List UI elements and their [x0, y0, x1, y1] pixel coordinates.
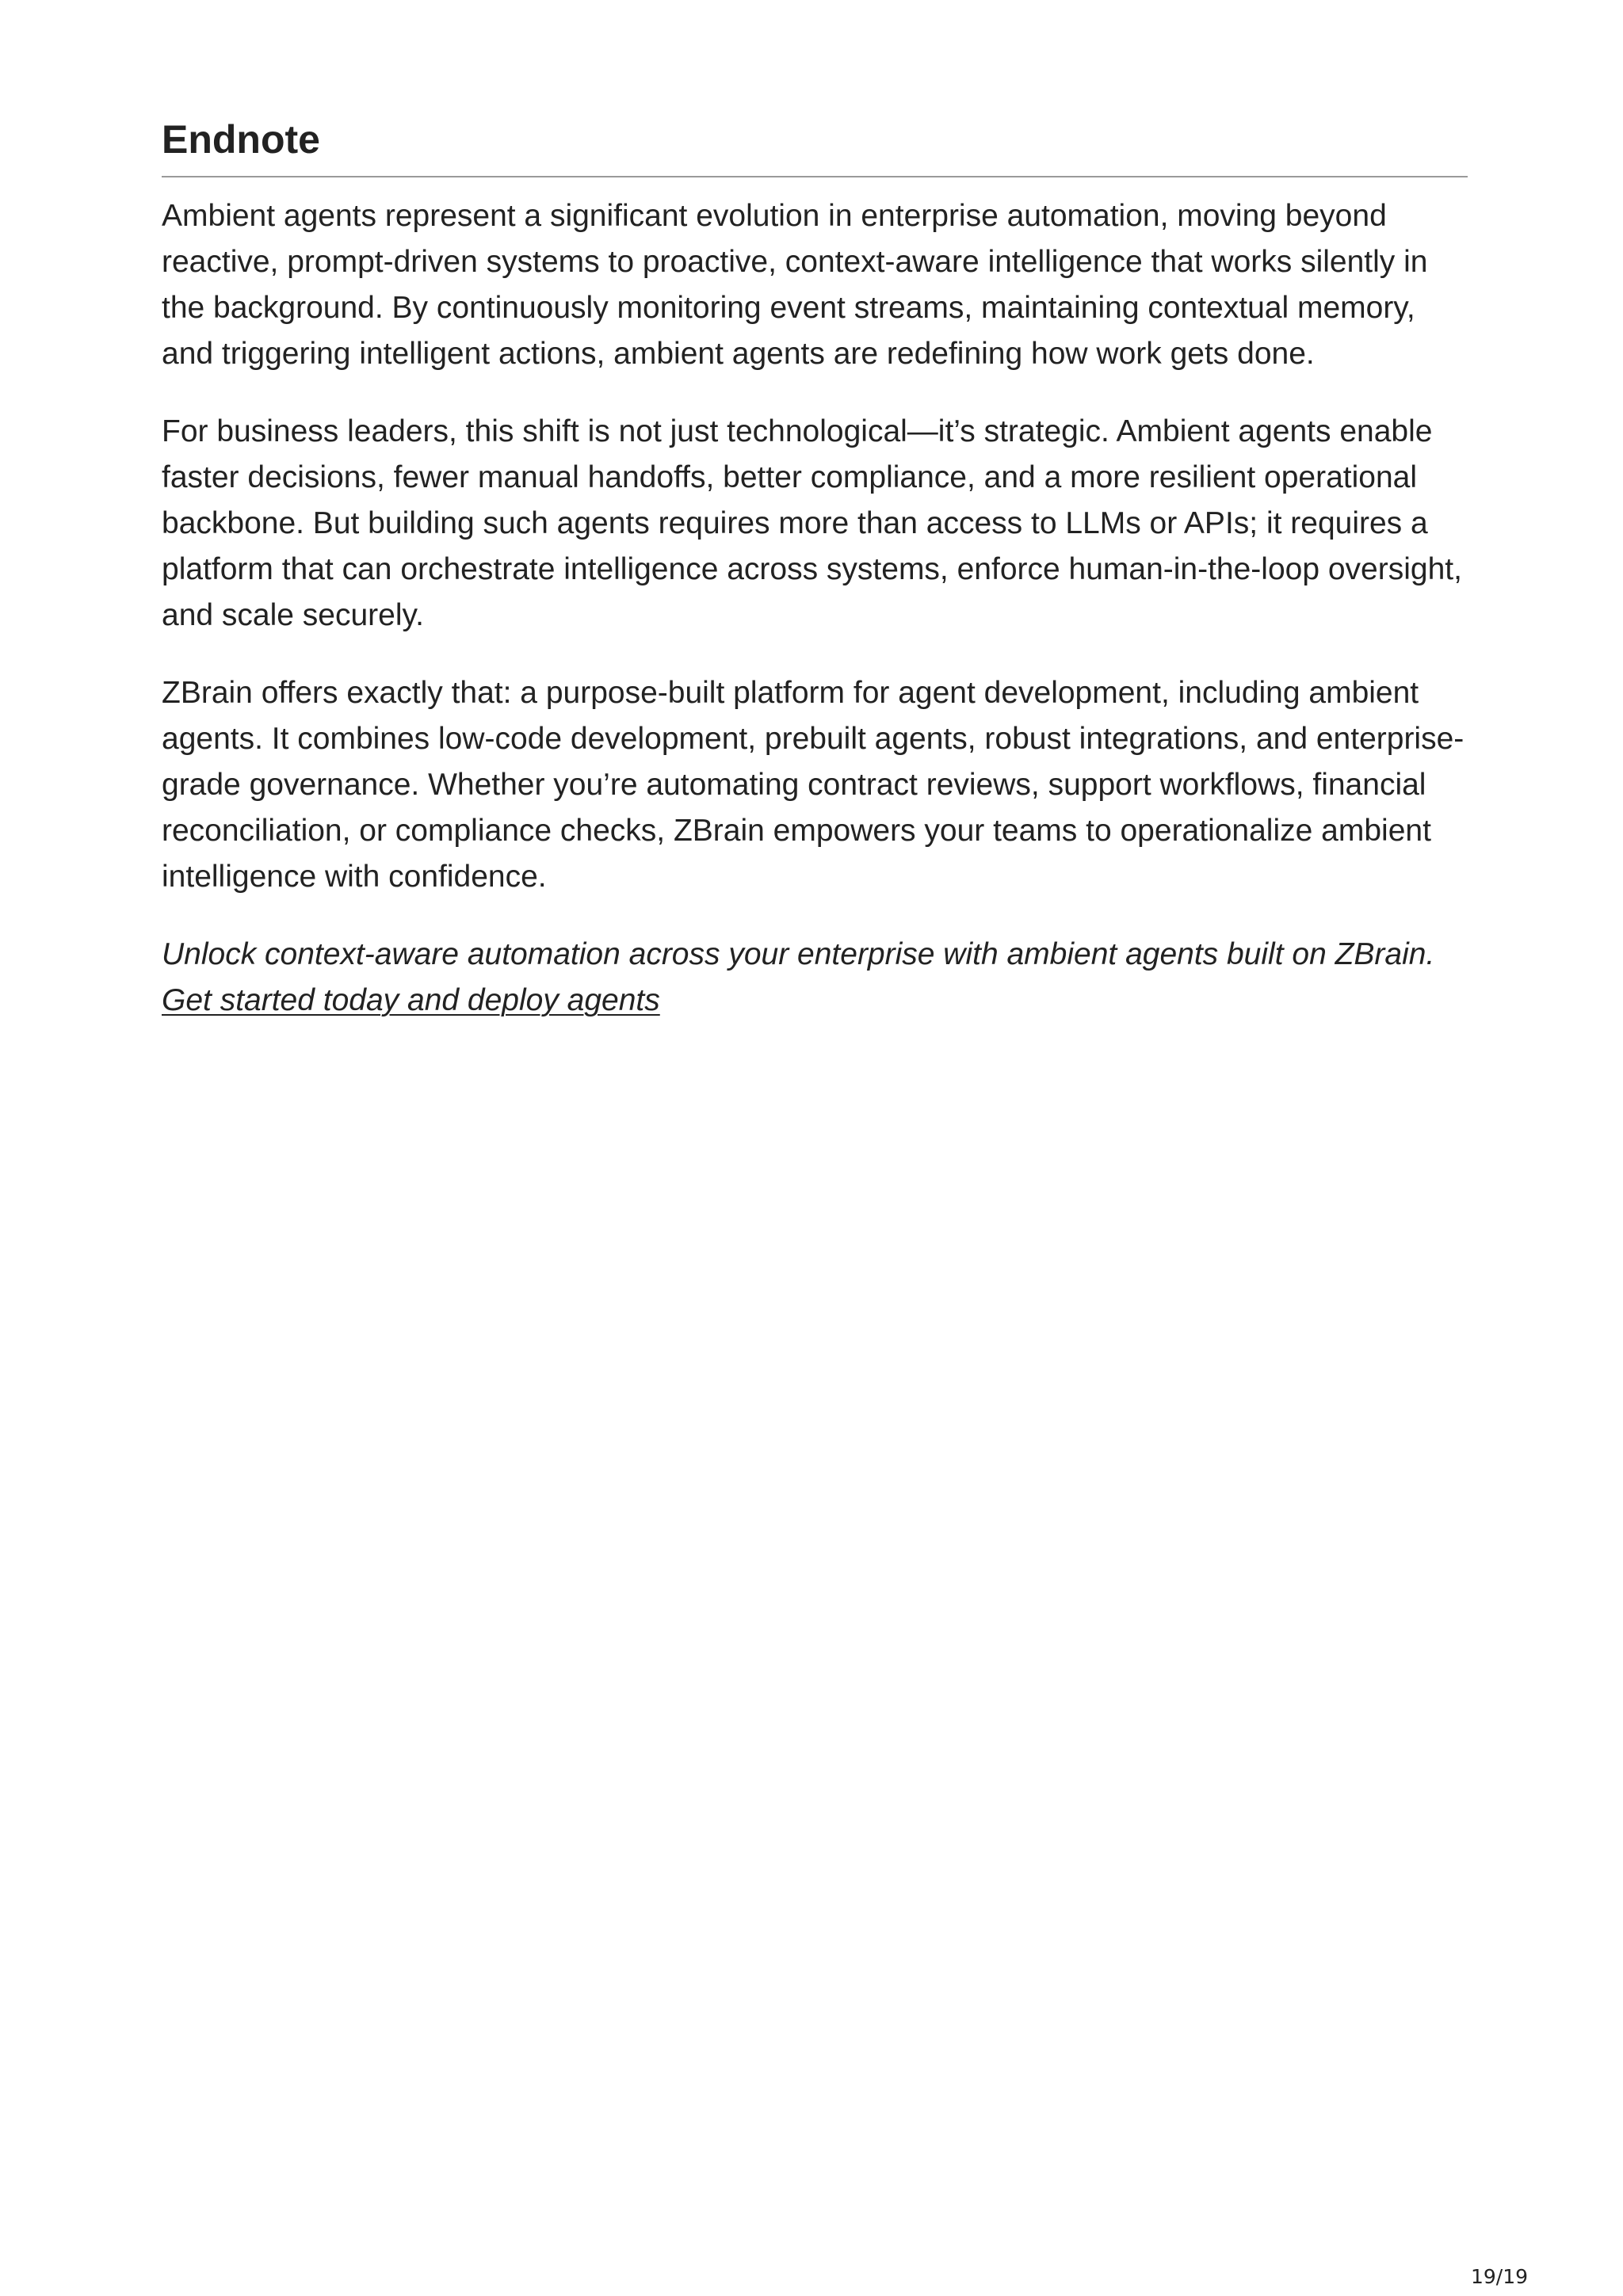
- cta-text: Unlock context-aware automation across your enterprise with ambient agents built on ZBrain.: [162, 937, 1435, 971]
- paragraph-3: ZBrain offers exactly that: a purpose-built platform for agent development, including ambient agents. It combines low-code development, prebuilt agents, robust integrations, and enterprise-grade governance. Whether you’re automating contract reviews, support workflows, financial reconciliation, or compliance checks, ZBrain empowers your teams to operationalize ambient intelligence with confidence.: [162, 676, 1465, 894]
- heading-divider: [162, 176, 1468, 177]
- document-content: [162, 111, 1468, 1055]
- get-started-link[interactable]: Get started today and deploy agents: [162, 983, 660, 1017]
- cta-paragraph: [162, 932, 1468, 1024]
- paragraph-1: Ambient agents represent a significant evolution in enterprise automation, moving beyond reactive, prompt-driven systems to proactive, context-aware intelligence that works silently in the background. By continuously monitoring event streams, maintaining contextual memory, and triggering intelligent actions, ambient agents are redefining how work gets done.: [162, 199, 1428, 371]
- paragraph-2: For business leaders, this shift is not just technological—it’s strategic. Ambient agents enable faster decisions, fewer manual handoffs, better compliance, and a more resilient operational backbone. But building such agents requires more than access to LLMs or APIs; it requires a platform that can orchestrate intelligence across systems, enforce human-in-the-loop oversight, and scale securely.: [162, 414, 1462, 632]
- section-heading: Endnote: [162, 117, 320, 162]
- page-number: 19/19: [1470, 2265, 1528, 2288]
